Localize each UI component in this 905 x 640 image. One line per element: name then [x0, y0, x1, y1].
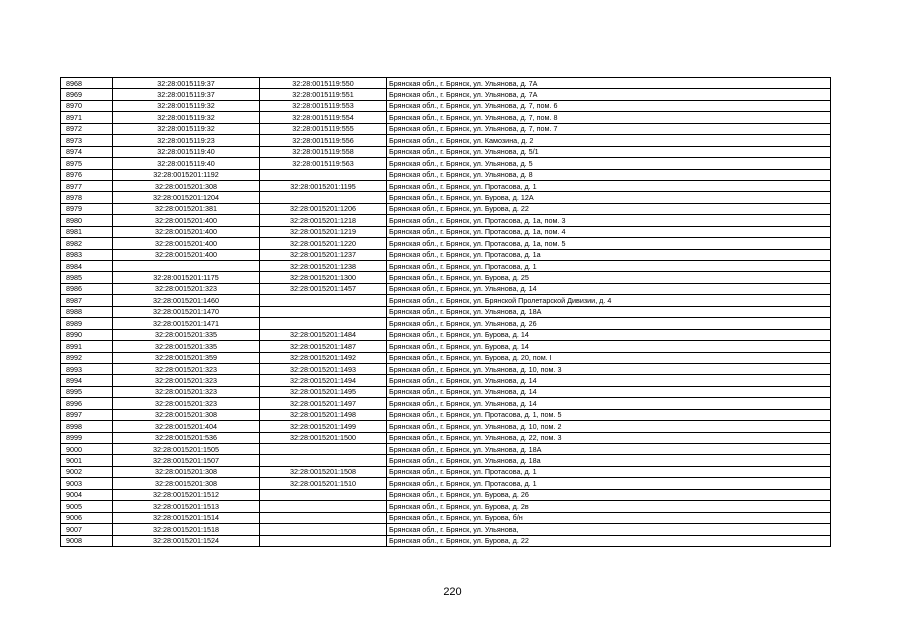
row-number-cell: 9008: [61, 535, 113, 546]
row-number-cell: 8998: [61, 421, 113, 432]
quarter-cadastral-number-cell: 32:28:0015201:400: [113, 226, 260, 237]
table-row: [61, 283, 831, 294]
address-cell: Брянская обл., г. Брянск, ул. Брянской Пролетарской Дивизии, д. 4: [387, 295, 831, 306]
address-cell: Брянская обл., г. Брянск, ул. Ульянова, д. 18А: [387, 444, 831, 455]
table-row: [61, 100, 831, 111]
address-cell: Брянская обл., г. Брянск, ул. Бурова, д. 20, пом. I: [387, 352, 831, 363]
object-cadastral-number-cell: [260, 192, 387, 203]
object-cadastral-number-cell: [260, 524, 387, 535]
quarter-cadastral-number-cell: 32:28:0015201:404: [113, 421, 260, 432]
quarter-cadastral-number-cell: 32:28:0015201:400: [113, 238, 260, 249]
row-number-cell: 8975: [61, 158, 113, 169]
quarter-cadastral-number-cell: 32:28:0015119:32: [113, 100, 260, 111]
address-cell: Брянская обл., г. Брянск, ул. Протасова, д. 1, пом. 5: [387, 409, 831, 420]
quarter-cadastral-number-cell: 32:28:0015201:1470: [113, 306, 260, 317]
quarter-cadastral-number-cell: 32:28:0015201:308: [113, 180, 260, 191]
address-cell: Брянская обл., г. Брянск, ул. Ульянова, д. 7, пом. 6: [387, 100, 831, 111]
row-number-cell: 9000: [61, 444, 113, 455]
table-row: [61, 421, 831, 432]
object-cadastral-number-cell: 32:28:0015201:1195: [260, 180, 387, 191]
address-cell: Брянская обл., г. Брянск, ул. Ульянова, д. 7, пом. 8: [387, 112, 831, 123]
row-number-cell: 8981: [61, 226, 113, 237]
row-number-cell: 8986: [61, 283, 113, 294]
row-number-cell: 8984: [61, 261, 113, 272]
object-cadastral-number-cell: [260, 444, 387, 455]
quarter-cadastral-number-cell: 32:28:0015201:1175: [113, 272, 260, 283]
address-cell: Брянская обл., г. Брянск, ул. Ульянова, д. 26: [387, 318, 831, 329]
row-number-cell: 8977: [61, 180, 113, 191]
row-number-cell: 8988: [61, 306, 113, 317]
table-row: [61, 466, 831, 477]
object-cadastral-number-cell: 32:28:0015201:1493: [260, 363, 387, 374]
row-number-cell: 8976: [61, 169, 113, 180]
table-row: [61, 261, 831, 272]
row-number-cell: 9003: [61, 478, 113, 489]
address-cell: Брянская обл., г. Брянск, ул. Камозина, д. 2: [387, 135, 831, 146]
object-cadastral-number-cell: 32:28:0015119:550: [260, 78, 387, 89]
table-row: [61, 352, 831, 363]
address-cell: Брянская обл., г. Брянск, ул. Бурова, д. 22: [387, 535, 831, 546]
address-cell: Брянская обл., г. Брянск, ул. Бурова, б/н: [387, 512, 831, 523]
table-row: [61, 78, 831, 89]
address-cell: Брянская обл., г. Брянск, ул. Ульянова, д. 5: [387, 158, 831, 169]
address-cell: Брянская обл., г. Брянск, ул. Протасова, д. 1а, пом. 4: [387, 226, 831, 237]
address-cell: Брянская обл., г. Брянск, ул. Бурова, д. 22: [387, 203, 831, 214]
object-cadastral-number-cell: 32:28:0015201:1500: [260, 432, 387, 443]
address-cell: Брянская обл., г. Брянск, ул. Бурова, д. 2в: [387, 501, 831, 512]
object-cadastral-number-cell: 32:28:0015119:558: [260, 146, 387, 157]
row-number-cell: 8969: [61, 89, 113, 100]
quarter-cadastral-number-cell: 32:28:0015201:1524: [113, 535, 260, 546]
quarter-cadastral-number-cell: 32:28:0015201:308: [113, 466, 260, 477]
quarter-cadastral-number-cell: 32:28:0015201:308: [113, 409, 260, 420]
row-number-cell: 9002: [61, 466, 113, 477]
table-row: [61, 112, 831, 123]
table-row: [61, 524, 831, 535]
quarter-cadastral-number-cell: 32:28:0015119:40: [113, 158, 260, 169]
quarter-cadastral-number-cell: 32:28:0015201:1512: [113, 489, 260, 500]
table-row: [61, 409, 831, 420]
row-number-cell: 9007: [61, 524, 113, 535]
property-registry-table: [60, 77, 831, 547]
table-row: [61, 123, 831, 134]
quarter-cadastral-number-cell: 32:28:0015201:1204: [113, 192, 260, 203]
quarter-cadastral-number-cell: 32:28:0015201:323: [113, 375, 260, 386]
object-cadastral-number-cell: 32:28:0015201:1492: [260, 352, 387, 363]
table-row: [61, 512, 831, 523]
address-cell: Брянская обл., г. Брянск, ул. Ульянова, д. 14: [387, 398, 831, 409]
table-row: [61, 329, 831, 340]
table-row: [61, 386, 831, 397]
object-cadastral-number-cell: 32:28:0015201:1300: [260, 272, 387, 283]
row-number-cell: 9006: [61, 512, 113, 523]
row-number-cell: 8997: [61, 409, 113, 420]
row-number-cell: 8979: [61, 203, 113, 214]
table-row: [61, 89, 831, 100]
page-number: 220: [443, 586, 462, 598]
row-number-cell: 8992: [61, 352, 113, 363]
quarter-cadastral-number-cell: 32:28:0015201:308: [113, 478, 260, 489]
table-row: [61, 226, 831, 237]
quarter-cadastral-number-cell: 32:28:0015119:23: [113, 135, 260, 146]
object-cadastral-number-cell: 32:28:0015201:1206: [260, 203, 387, 214]
row-number-cell: 8968: [61, 78, 113, 89]
quarter-cadastral-number-cell: 32:28:0015201:1513: [113, 501, 260, 512]
object-cadastral-number-cell: 32:28:0015201:1508: [260, 466, 387, 477]
quarter-cadastral-number-cell: 32:28:0015201:1518: [113, 524, 260, 535]
address-cell: Брянская обл., г. Брянск, ул. Протасова, д. 1: [387, 180, 831, 191]
address-cell: Брянская обл., г. Брянск, ул. Протасова, д. 1: [387, 466, 831, 477]
object-cadastral-number-cell: 32:28:0015201:1218: [260, 215, 387, 226]
row-number-cell: 8993: [61, 363, 113, 374]
quarter-cadastral-number-cell: 32:28:0015201:323: [113, 386, 260, 397]
row-number-cell: 8989: [61, 318, 113, 329]
row-number-cell: 8970: [61, 100, 113, 111]
table-row: [61, 341, 831, 352]
quarter-cadastral-number-cell: 32:28:0015201:1460: [113, 295, 260, 306]
object-cadastral-number-cell: [260, 318, 387, 329]
address-cell: Брянская обл., г. Брянск, ул. Ульянова, д. 10, пом. 3: [387, 363, 831, 374]
row-number-cell: 8996: [61, 398, 113, 409]
table-row: [61, 535, 831, 546]
quarter-cadastral-number-cell: 32:28:0015119:32: [113, 112, 260, 123]
object-cadastral-number-cell: 32:28:0015201:1498: [260, 409, 387, 420]
row-number-cell: 8985: [61, 272, 113, 283]
table-row: [61, 375, 831, 386]
quarter-cadastral-number-cell: [113, 261, 260, 272]
object-cadastral-number-cell: 32:28:0015119:563: [260, 158, 387, 169]
quarter-cadastral-number-cell: 32:28:0015201:1507: [113, 455, 260, 466]
row-number-cell: 8972: [61, 123, 113, 134]
object-cadastral-number-cell: 32:28:0015201:1499: [260, 421, 387, 432]
object-cadastral-number-cell: 32:28:0015119:555: [260, 123, 387, 134]
address-cell: Брянская обл., г. Брянск, ул. Ульянова,: [387, 524, 831, 535]
address-cell: Брянская обл., г. Брянск, ул. Бурова, д. 14: [387, 341, 831, 352]
address-cell: Брянская обл., г. Брянск, ул. Ульянова, д. 7А: [387, 78, 831, 89]
address-cell: Брянская обл., г. Брянск, ул. Ульянова, д. 18А: [387, 306, 831, 317]
table-row: [61, 249, 831, 260]
address-cell: Брянская обл., г. Брянск, ул. Бурова, д. 14: [387, 329, 831, 340]
table-row: [61, 203, 831, 214]
quarter-cadastral-number-cell: 32:28:0015201:323: [113, 398, 260, 409]
table-row: [61, 306, 831, 317]
object-cadastral-number-cell: 32:28:0015201:1219: [260, 226, 387, 237]
row-number-cell: 8980: [61, 215, 113, 226]
object-cadastral-number-cell: 32:28:0015201:1497: [260, 398, 387, 409]
object-cadastral-number-cell: 32:28:0015201:1238: [260, 261, 387, 272]
address-cell: Брянская обл., г. Брянск, ул. Ульянова, д. 22, пом. 3: [387, 432, 831, 443]
address-cell: Брянская обл., г. Брянск, ул. Протасова, д. 1а, пом. 3: [387, 215, 831, 226]
row-number-cell: 8974: [61, 146, 113, 157]
quarter-cadastral-number-cell: 32:28:0015119:37: [113, 89, 260, 100]
object-cadastral-number-cell: [260, 295, 387, 306]
table-row: [61, 398, 831, 409]
object-cadastral-number-cell: [260, 455, 387, 466]
row-number-cell: 8978: [61, 192, 113, 203]
address-cell: Брянская обл., г. Брянск, ул. Ульянова, д. 10, пом. 2: [387, 421, 831, 432]
quarter-cadastral-number-cell: 32:28:0015201:359: [113, 352, 260, 363]
quarter-cadastral-number-cell: 32:28:0015201:1471: [113, 318, 260, 329]
object-cadastral-number-cell: [260, 535, 387, 546]
address-cell: Брянская обл., г. Брянск, ул. Ульянова, д. 14: [387, 283, 831, 294]
row-number-cell: 9001: [61, 455, 113, 466]
table-row: [61, 169, 831, 180]
object-cadastral-number-cell: [260, 501, 387, 512]
quarter-cadastral-number-cell: 32:28:0015201:1505: [113, 444, 260, 455]
address-cell: Брянская обл., г. Брянск, ул. Ульянова, д. 14: [387, 386, 831, 397]
quarter-cadastral-number-cell: 32:28:0015201:381: [113, 203, 260, 214]
row-number-cell: 9004: [61, 489, 113, 500]
object-cadastral-number-cell: 32:28:0015119:554: [260, 112, 387, 123]
address-cell: Брянская обл., г. Брянск, ул. Ульянова, д. 8: [387, 169, 831, 180]
object-cadastral-number-cell: 32:28:0015201:1484: [260, 329, 387, 340]
address-cell: Брянская обл., г. Брянск, ул. Ульянова, д. 7А: [387, 89, 831, 100]
address-cell: Брянская обл., г. Брянск, ул. Бурова, д. 12А: [387, 192, 831, 203]
row-number-cell: 8990: [61, 329, 113, 340]
object-cadastral-number-cell: [260, 306, 387, 317]
object-cadastral-number-cell: 32:28:0015201:1220: [260, 238, 387, 249]
address-cell: Брянская обл., г. Брянск, ул. Протасова, д. 1а, пом. 5: [387, 238, 831, 249]
address-cell: Брянская обл., г. Брянск, ул. Протасова, д. 1: [387, 478, 831, 489]
quarter-cadastral-number-cell: 32:28:0015201:335: [113, 329, 260, 340]
quarter-cadastral-number-cell: 32:28:0015119:37: [113, 78, 260, 89]
table-row: [61, 215, 831, 226]
quarter-cadastral-number-cell: 32:28:0015201:335: [113, 341, 260, 352]
quarter-cadastral-number-cell: 32:28:0015201:1514: [113, 512, 260, 523]
table-row: [61, 444, 831, 455]
row-number-cell: 8971: [61, 112, 113, 123]
address-cell: Брянская обл., г. Брянск, ул. Протасова, д. 1: [387, 261, 831, 272]
row-number-cell: 8991: [61, 341, 113, 352]
row-number-cell: 8999: [61, 432, 113, 443]
quarter-cadastral-number-cell: 32:28:0015201:536: [113, 432, 260, 443]
row-number-cell: 8983: [61, 249, 113, 260]
table-row: [61, 478, 831, 489]
address-cell: Брянская обл., г. Брянск, ул. Бурова, д. 25: [387, 272, 831, 283]
table-row: [61, 432, 831, 443]
table-row: [61, 158, 831, 169]
object-cadastral-number-cell: [260, 512, 387, 523]
quarter-cadastral-number-cell: 32:28:0015201:1192: [113, 169, 260, 180]
table-row: [61, 455, 831, 466]
address-cell: Брянская обл., г. Брянск, ул. Ульянова, д. 14: [387, 375, 831, 386]
address-cell: Брянская обл., г. Брянск, ул. Ульянова, д. 18а: [387, 455, 831, 466]
table-row: [61, 295, 831, 306]
object-cadastral-number-cell: 32:28:0015201:1495: [260, 386, 387, 397]
registry-table-body: [61, 78, 831, 547]
row-number-cell: 8987: [61, 295, 113, 306]
object-cadastral-number-cell: 32:28:0015119:553: [260, 100, 387, 111]
quarter-cadastral-number-cell: 32:28:0015201:400: [113, 249, 260, 260]
table-row: [61, 135, 831, 146]
row-number-cell: 8973: [61, 135, 113, 146]
quarter-cadastral-number-cell: 32:28:0015201:323: [113, 363, 260, 374]
row-number-cell: 8994: [61, 375, 113, 386]
object-cadastral-number-cell: 32:28:0015201:1457: [260, 283, 387, 294]
quarter-cadastral-number-cell: 32:28:0015201:400: [113, 215, 260, 226]
object-cadastral-number-cell: 32:28:0015201:1487: [260, 341, 387, 352]
object-cadastral-number-cell: [260, 169, 387, 180]
table-row: [61, 146, 831, 157]
quarter-cadastral-number-cell: 32:28:0015201:323: [113, 283, 260, 294]
object-cadastral-number-cell: 32:28:0015201:1510: [260, 478, 387, 489]
row-number-cell: 8982: [61, 238, 113, 249]
address-cell: Брянская обл., г. Брянск, ул. Ульянова, д. 5/1: [387, 146, 831, 157]
address-cell: Брянская обл., г. Брянск, ул. Бурова, д. 26: [387, 489, 831, 500]
table-row: [61, 318, 831, 329]
quarter-cadastral-number-cell: 32:28:0015119:40: [113, 146, 260, 157]
object-cadastral-number-cell: 32:28:0015201:1494: [260, 375, 387, 386]
address-cell: Брянская обл., г. Брянск, ул. Протасова, д. 1а: [387, 249, 831, 260]
row-number-cell: 9005: [61, 501, 113, 512]
address-cell: Брянская обл., г. Брянск, ул. Ульянова, д. 7, пом. 7: [387, 123, 831, 134]
object-cadastral-number-cell: 32:28:0015201:1237: [260, 249, 387, 260]
quarter-cadastral-number-cell: 32:28:0015119:32: [113, 123, 260, 134]
table-row: [61, 180, 831, 191]
object-cadastral-number-cell: 32:28:0015119:551: [260, 89, 387, 100]
object-cadastral-number-cell: [260, 489, 387, 500]
table-row: [61, 238, 831, 249]
table-row: [61, 363, 831, 374]
table-row: [61, 501, 831, 512]
table-row: [61, 272, 831, 283]
row-number-cell: 8995: [61, 386, 113, 397]
object-cadastral-number-cell: 32:28:0015119:556: [260, 135, 387, 146]
table-row: [61, 489, 831, 500]
table-row: [61, 192, 831, 203]
